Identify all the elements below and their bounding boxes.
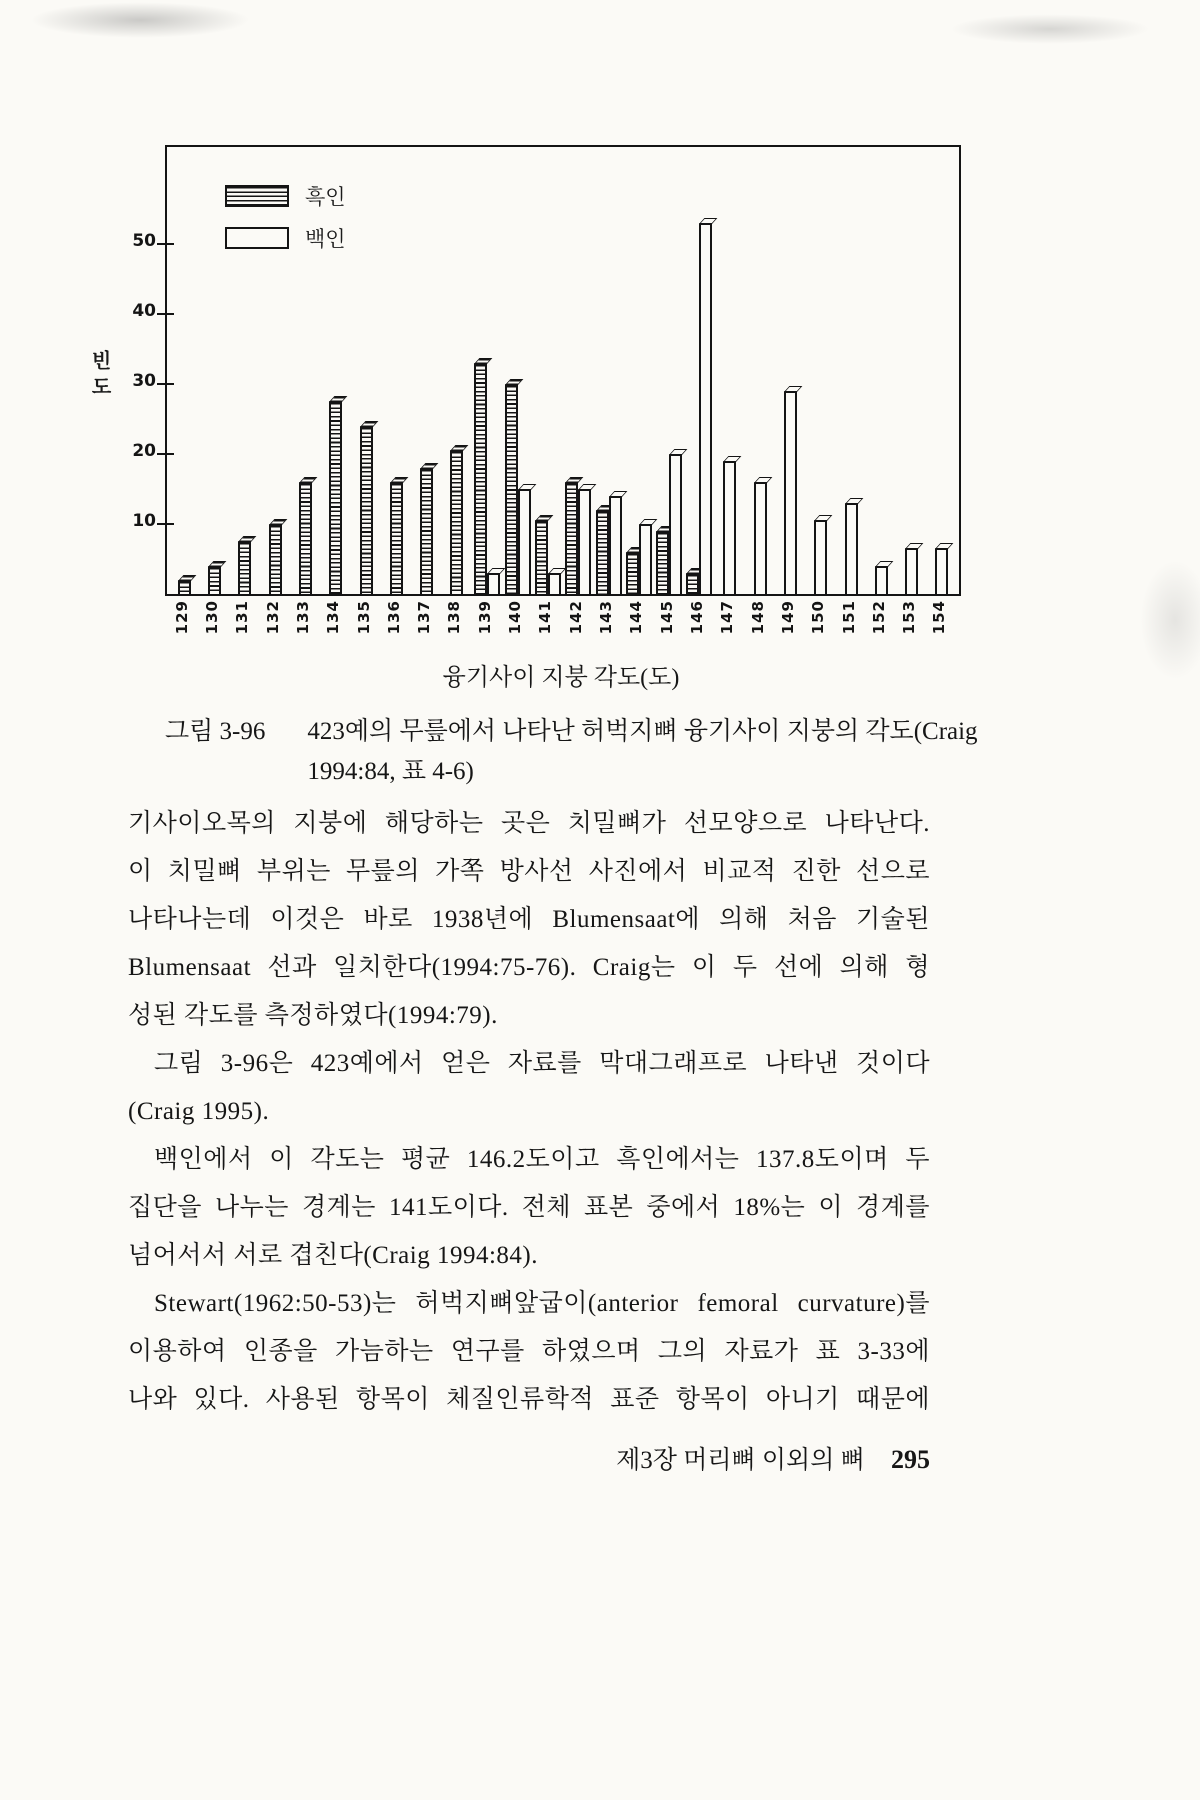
bar-group-129 — [169, 580, 199, 594]
bar-백인-151 — [845, 503, 858, 594]
bar-group-139 — [472, 363, 502, 594]
bar-백인-149 — [784, 391, 797, 594]
figure-chart — [0, 145, 1200, 697]
scan-artifact — [950, 14, 1150, 44]
bar-흑인-136 — [390, 482, 403, 594]
body-text — [128, 800, 930, 1424]
x-tick-152 — [864, 600, 894, 634]
text-line: 이용하여 인종을 가늠하는 연구를 하였으며 그의 자료가 표 3-33에 — [128, 1338, 930, 1365]
bar-흑인-140 — [505, 384, 518, 594]
y-tick-label-20: 20 — [132, 441, 156, 461]
y-tick-mark — [157, 453, 174, 455]
paragraph-3 — [128, 1136, 930, 1280]
text-line: 이 치밀뼈 부위는 무릎의 가쪽 방사선 사진에서 비교적 진한 선으로 — [128, 858, 930, 885]
x-tick-label: 132 — [263, 600, 282, 635]
text-line: 기사이오목의 지붕에 해당하는 곳은 치밀뼈가 선모양으로 나타난다. — [128, 810, 930, 837]
bar-group-148 — [745, 482, 775, 594]
y-axis-label: 빈도 — [88, 350, 112, 402]
chart-xlabels — [167, 600, 955, 634]
x-tick-label: 153 — [900, 600, 919, 635]
bar-백인-154 — [935, 548, 948, 594]
x-tick-136 — [379, 600, 409, 634]
bar-흑인-145 — [656, 531, 669, 594]
x-tick-143 — [591, 600, 621, 634]
bar-흑인-130 — [208, 566, 221, 594]
figure-caption-line: 423예의 무릎에서 나타난 허벅지뼈 융기사이 지붕의 각도(Craig — [307, 718, 978, 745]
bar-group-133 — [290, 482, 320, 594]
text-line: 그림 3-96은 423예에서 얻은 자료를 막대그래프로 나타낸 것이다 — [154, 1050, 930, 1077]
bar-흑인-132 — [269, 524, 282, 594]
x-tick-139 — [470, 600, 500, 634]
bar-흑인-139 — [474, 363, 487, 594]
bar-group-137 — [412, 468, 442, 594]
x-tick-label: 138 — [445, 600, 464, 635]
legend-label-white: 백인 — [305, 227, 346, 251]
x-tick-label: 141 — [536, 600, 555, 635]
x-tick-label: 150 — [809, 600, 828, 635]
bar-group-143 — [593, 496, 623, 594]
bar-group-132 — [260, 524, 290, 594]
x-tick-label: 136 — [384, 600, 403, 635]
bar-흑인-134 — [329, 401, 342, 594]
x-tick-148 — [743, 600, 773, 634]
bar-group-134 — [321, 401, 351, 594]
x-tick-150 — [804, 600, 834, 634]
x-tick-130 — [197, 600, 227, 634]
x-tick-label: 137 — [415, 600, 434, 635]
x-tick-label: 147 — [718, 600, 737, 635]
x-tick-label: 142 — [566, 600, 585, 635]
bar-흑인-133 — [299, 482, 312, 594]
x-tick-146 — [682, 600, 712, 634]
x-tick-140 — [500, 600, 530, 634]
x-tick-label: 148 — [748, 600, 767, 635]
bar-백인-140 — [518, 489, 531, 594]
bar-백인-146 — [699, 223, 712, 594]
text-line: 나와 있다. 사용된 항목이 체질인류학적 표준 항목이 아니기 때문에 — [128, 1386, 930, 1413]
paragraph-2 — [128, 1040, 930, 1136]
figure-caption — [165, 712, 978, 792]
bar-group-130 — [199, 566, 229, 594]
y-tick-mark — [157, 313, 174, 315]
y-tick-label-10: 10 — [132, 511, 156, 531]
x-tick-144 — [622, 600, 652, 634]
figure-caption-line: 1994:84, 표 4-6) — [307, 758, 474, 785]
x-axis-title: 융기사이 지붕 각도(도) — [442, 665, 680, 691]
x-tick-131 — [228, 600, 258, 634]
text-line: Stewart(1962:50-53)는 허벅지뼈앞굽이(anterior femoral curvature)를 — [154, 1290, 930, 1317]
bar-백인-152 — [875, 566, 888, 594]
bar-흑인-146 — [686, 573, 699, 594]
bar-group-147 — [715, 461, 745, 594]
bar-흑인-144 — [626, 552, 639, 594]
bar-group-152 — [866, 566, 896, 594]
bar-흑인-131 — [238, 541, 251, 594]
bar-group-138 — [442, 450, 472, 594]
bar-백인-145 — [669, 454, 682, 594]
text-line: 나타나는데 이것은 바로 1938년에 Blumensaat에 의해 처음 기술된 — [128, 906, 930, 933]
x-tick-label: 130 — [202, 600, 221, 635]
y-tick-label-30: 30 — [132, 371, 156, 391]
bar-group-142 — [563, 482, 593, 594]
bar-group-140 — [502, 384, 532, 594]
bar-백인-153 — [905, 548, 918, 594]
bar-백인-141 — [548, 573, 561, 594]
chart-bars — [169, 147, 957, 594]
x-tick-154 — [925, 600, 955, 634]
bar-group-144 — [624, 524, 654, 594]
bar-흑인-137 — [420, 468, 433, 594]
bar-백인-144 — [639, 524, 652, 594]
page-number: 295 — [891, 1445, 930, 1474]
bar-group-149 — [775, 391, 805, 594]
bar-group-146 — [684, 223, 714, 594]
x-tick-label: 140 — [506, 600, 525, 635]
x-tick-151 — [834, 600, 864, 634]
bar-group-153 — [897, 548, 927, 594]
footer-section-title: 제3장 머리뼈 이외의 뼈 — [616, 1447, 865, 1474]
text-line: 넘어서서 서로 겹친다(Craig 1994:84). — [128, 1242, 538, 1269]
y-tick-mark — [157, 383, 174, 385]
bar-백인-143 — [609, 496, 622, 594]
bar-흑인-141 — [535, 520, 548, 594]
bar-백인-147 — [723, 461, 736, 594]
x-tick-149 — [773, 600, 803, 634]
bar-group-154 — [927, 548, 957, 594]
x-tick-153 — [895, 600, 925, 634]
x-tick-label: 146 — [687, 600, 706, 635]
x-tick-138 — [440, 600, 470, 634]
x-tick-134 — [319, 600, 349, 634]
bar-백인-139 — [487, 573, 500, 594]
x-tick-label: 143 — [597, 600, 616, 635]
bar-group-151 — [836, 503, 866, 594]
x-tick-145 — [652, 600, 682, 634]
bar-흑인-135 — [360, 426, 373, 594]
bar-group-150 — [806, 520, 836, 594]
x-tick-label: 154 — [930, 600, 949, 635]
bar-흑인-142 — [565, 482, 578, 594]
x-tick-147 — [713, 600, 743, 634]
x-tick-142 — [561, 600, 591, 634]
y-tick-mark — [157, 523, 174, 525]
paragraph-1 — [128, 800, 930, 1040]
x-tick-label: 149 — [778, 600, 797, 635]
x-tick-132 — [258, 600, 288, 634]
x-tick-label: 133 — [293, 600, 312, 635]
x-tick-141 — [531, 600, 561, 634]
figure-caption-text — [307, 712, 977, 792]
y-tick-mark — [157, 243, 174, 245]
x-tick-label: 129 — [172, 600, 191, 635]
x-tick-133 — [288, 600, 318, 634]
bar-group-136 — [381, 482, 411, 594]
bar-group-135 — [351, 426, 381, 594]
page-footer — [128, 1440, 930, 1476]
bar-백인-142 — [578, 489, 591, 594]
x-tick-135 — [349, 600, 379, 634]
bar-group-141 — [533, 520, 563, 594]
text-line: (Craig 1995). — [128, 1098, 270, 1125]
legend-label-black: 흑인 — [305, 185, 346, 209]
x-tick-label: 134 — [324, 600, 343, 635]
x-tick-label: 131 — [233, 600, 252, 635]
y-tick-label-50: 50 — [132, 231, 156, 251]
text-line: Blumensaat 선과 일치한다(1994:75-76). Craig는 이 두 선에 의해 형 — [128, 954, 930, 981]
x-tick-137 — [410, 600, 440, 634]
x-tick-label: 144 — [627, 600, 646, 635]
x-tick-label: 145 — [657, 600, 676, 635]
text-line: 성된 각도를 측정하였다(1994:79). — [128, 1002, 498, 1029]
bar-group-131 — [230, 541, 260, 594]
bar-흑인-143 — [596, 510, 609, 594]
x-tick-129 — [167, 600, 197, 634]
x-tick-label: 139 — [475, 600, 494, 635]
y-tick-label-40: 40 — [132, 301, 156, 321]
x-tick-label: 151 — [839, 600, 858, 635]
plot-frame — [165, 145, 961, 596]
bar-group-145 — [654, 454, 684, 594]
x-tick-label: 135 — [354, 600, 373, 635]
bar-흑인-129 — [178, 580, 191, 594]
bar-백인-148 — [754, 482, 767, 594]
paragraph-4 — [128, 1280, 930, 1424]
text-line: 백인에서 이 각도는 평균 146.2도이고 흑인에서는 137.8도이며 두 — [154, 1146, 930, 1173]
bar-흑인-138 — [450, 450, 463, 594]
bar-백인-150 — [814, 520, 827, 594]
figure-caption-label: 그림 3-96 — [165, 718, 266, 745]
x-tick-label: 152 — [869, 600, 888, 635]
scan-artifact — [30, 2, 250, 38]
text-line: 집단을 나누는 경계는 141도이다. 전체 표본 중에서 18%는 이 경계를 — [128, 1194, 930, 1221]
